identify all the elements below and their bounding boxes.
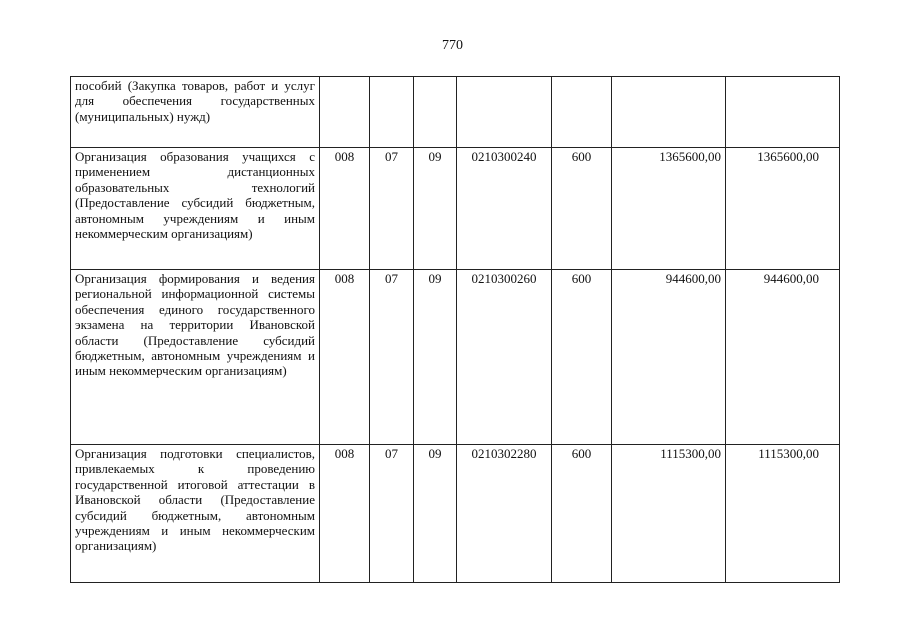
target-article-cell: 0210300260 xyxy=(457,270,552,445)
table-row xyxy=(71,270,840,445)
amount-cell-2: 944600,00 xyxy=(726,270,840,445)
expense-type-cell: 600 xyxy=(552,445,612,583)
amount-cell-1 xyxy=(612,77,726,148)
amount-cell-1: 1365600,00 xyxy=(612,148,726,270)
expense-name-cell: Организация образования учащихся с применением дистанционных образовательных технологий (Предоставление субсидий бюджетным, автономным учреждениям и иным некоммерческим организациям) xyxy=(71,148,320,270)
table-row xyxy=(71,148,840,270)
subsection-code-cell: 09 xyxy=(414,148,457,270)
expense-type-cell: 600 xyxy=(552,148,612,270)
expense-type-cell: 600 xyxy=(552,270,612,445)
expense-type-cell xyxy=(552,77,612,148)
page-number: 770 xyxy=(442,38,463,53)
subsection-code-cell: 09 xyxy=(414,270,457,445)
amount-cell-2: 1115300,00 xyxy=(726,445,840,583)
section-code-cell xyxy=(370,77,414,148)
ministry-code-cell: 008 xyxy=(320,148,370,270)
ministry-code-cell: 008 xyxy=(320,445,370,583)
ministry-code-cell: 008 xyxy=(320,270,370,445)
amount-cell-1: 944600,00 xyxy=(612,270,726,445)
target-article-cell: 0210300240 xyxy=(457,148,552,270)
amount-cell-1: 1115300,00 xyxy=(612,445,726,583)
budget-table xyxy=(70,76,840,583)
table-row xyxy=(71,77,840,148)
target-article-cell: 0210302280 xyxy=(457,445,552,583)
section-code-cell: 07 xyxy=(370,148,414,270)
amount-cell-2 xyxy=(726,77,840,148)
ministry-code-cell xyxy=(320,77,370,148)
subsection-code-cell: 09 xyxy=(414,445,457,583)
section-code-cell: 07 xyxy=(370,270,414,445)
expense-name-cell: Организация подготовки специалистов, привлекаемых к проведению государственной итоговой аттестации в Ивановской области (Предоставление субсидий бюджетным, автономным учреждениям и иным некоммерческим организациям) xyxy=(71,445,320,583)
expense-name-cell: Организация формирования и ведения региональной информационной системы обеспечения единого государственного экзамена на территории Ивановской области (Предоставление субсидий бюджетным, автономным учреждениям и иным некоммерческим организациям) xyxy=(71,270,320,445)
amount-cell-2: 1365600,00 xyxy=(726,148,840,270)
table-row xyxy=(71,445,840,583)
section-code-cell: 07 xyxy=(370,445,414,583)
subsection-code-cell xyxy=(414,77,457,148)
target-article-cell xyxy=(457,77,552,148)
expense-name-cell: пособий (Закупка товаров, работ и услуг для обеспечения государственных (муниципальных) нужд) xyxy=(71,77,320,148)
